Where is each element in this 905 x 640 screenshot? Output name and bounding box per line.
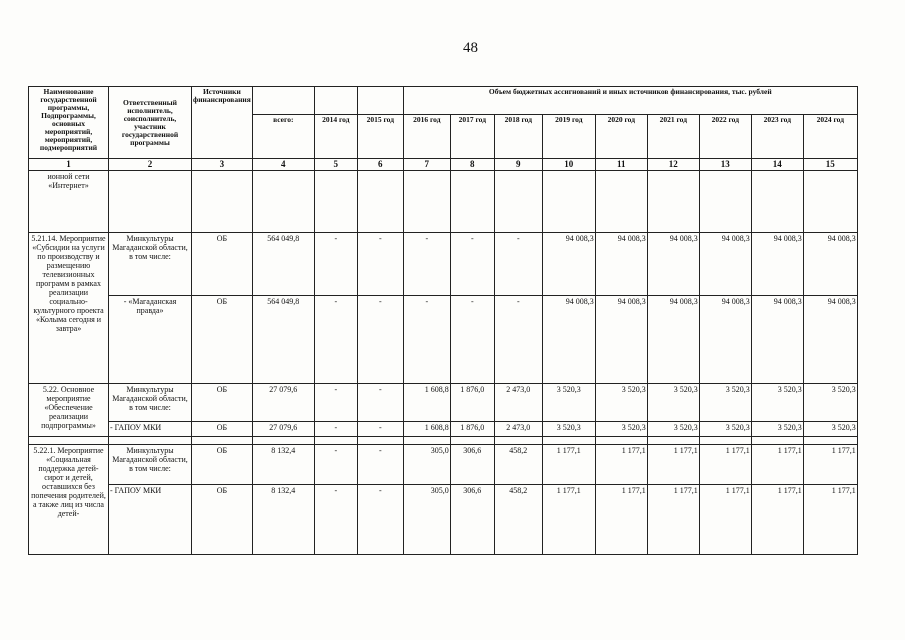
value-cell: 3 520,3 <box>751 384 803 422</box>
column-number: 13 <box>699 159 751 171</box>
value-cell: - <box>357 445 403 485</box>
value-cell: - <box>357 296 403 384</box>
header-source: Источники финансирования <box>192 87 253 159</box>
value-cell: 3 520,3 <box>647 422 699 437</box>
header-year: 2018 год <box>494 115 542 159</box>
value-cell: - <box>357 384 403 422</box>
column-number: 15 <box>803 159 857 171</box>
value-cell: 3 520,3 <box>595 384 647 422</box>
header-year: 2019 год <box>542 115 595 159</box>
value-cell: 2 473,0 <box>494 384 542 422</box>
value-cell: 458,2 <box>494 485 542 555</box>
value-cell: 3 520,3 <box>751 422 803 437</box>
value-cell: 1 177,1 <box>751 445 803 485</box>
value-cell: 1 177,1 <box>595 445 647 485</box>
value-cell: 94 008,3 <box>803 233 857 296</box>
value-cell: 564 049,8 <box>252 233 314 296</box>
value-cell: 3 520,3 <box>803 384 857 422</box>
value-cell: 1 177,1 <box>647 445 699 485</box>
value-cell: - <box>494 296 542 384</box>
table-row <box>29 384 858 422</box>
funding-source: ОБ <box>192 233 253 296</box>
header-year: 2022 год <box>699 115 751 159</box>
header-name: Наименование государственной программы, Подпрограммы, основных мероприятий, мероприятий, подмероприятий <box>29 87 109 159</box>
header-year: 2016 год <box>403 115 450 159</box>
executor: Минкультуры Магаданской области, в том числе: <box>109 384 192 422</box>
column-number: 5 <box>314 159 357 171</box>
value-cell: 1 177,1 <box>699 445 751 485</box>
value-cell: - <box>357 485 403 555</box>
value-cell: 306,6 <box>450 485 494 555</box>
value-cell: 1 177,1 <box>803 445 857 485</box>
measure-name: 5.22.1. Мероприятие «Социальная поддержка детей-сирот и детей, оставшихся без попечения родителей, а также лиц из числа детей- <box>29 445 109 555</box>
table-row <box>29 445 858 485</box>
value-cell: - <box>403 296 450 384</box>
funding-source: ОБ <box>192 445 253 485</box>
funding-source: ОБ <box>192 485 253 555</box>
value-cell: 1 177,1 <box>803 485 857 555</box>
value-cell: 306,6 <box>450 445 494 485</box>
header-year: 2024 год <box>803 115 857 159</box>
value-cell: 94 008,3 <box>595 233 647 296</box>
header-year: 2021 год <box>647 115 699 159</box>
table-row <box>29 233 858 296</box>
value-cell: 94 008,3 <box>542 296 595 384</box>
value-cell: - <box>450 233 494 296</box>
value-cell: 94 008,3 <box>647 296 699 384</box>
funding-source: ОБ <box>192 296 253 384</box>
value-cell: - <box>357 422 403 437</box>
measure-name: ионной сети «Интернет» <box>29 171 109 233</box>
value-cell: - <box>450 296 494 384</box>
value-cell: 1 177,1 <box>647 485 699 555</box>
value-cell: 305,0 <box>403 485 450 555</box>
value-cell: 94 008,3 <box>542 233 595 296</box>
header-year: 2020 год <box>595 115 647 159</box>
value-cell: - <box>314 233 357 296</box>
value-cell: 3 520,3 <box>595 422 647 437</box>
column-number: 8 <box>450 159 494 171</box>
value-cell: 1 177,1 <box>699 485 751 555</box>
value-cell: 27 079,6 <box>252 422 314 437</box>
value-cell: 3 520,3 <box>699 422 751 437</box>
value-cell: 1 177,1 <box>542 445 595 485</box>
value-cell: 1 876,0 <box>450 384 494 422</box>
value-cell: 94 008,3 <box>751 296 803 384</box>
table-row <box>29 422 858 437</box>
column-number: 11 <box>595 159 647 171</box>
value-cell: 8 132,4 <box>252 445 314 485</box>
value-cell: - <box>494 233 542 296</box>
value-cell: - <box>314 296 357 384</box>
value-cell: - <box>357 233 403 296</box>
funding-source: ОБ <box>192 384 253 422</box>
budget-table <box>28 86 858 555</box>
value-cell: 94 008,3 <box>751 233 803 296</box>
measure-name: 5.22. Основное мероприятие «Обеспечение реализации подпрограммы» <box>29 384 109 437</box>
executor: - ГАПОУ МКИ <box>109 485 192 555</box>
column-number: 14 <box>751 159 803 171</box>
value-cell: - <box>314 445 357 485</box>
value-cell: 458,2 <box>494 445 542 485</box>
value-cell: 1 177,1 <box>751 485 803 555</box>
value-cell: 1 177,1 <box>542 485 595 555</box>
column-number: 7 <box>403 159 450 171</box>
value-cell: 564 049,8 <box>252 296 314 384</box>
header-year: 2017 год <box>450 115 494 159</box>
header-year: 2023 год <box>751 115 803 159</box>
value-cell: 3 520,3 <box>647 384 699 422</box>
executor: - ГАПОУ МКИ <box>109 422 192 437</box>
value-cell: - <box>314 485 357 555</box>
table-row <box>29 171 858 233</box>
value-cell: 1 608,8 <box>403 422 450 437</box>
value-cell: - <box>314 384 357 422</box>
value-cell: 1 608,8 <box>403 384 450 422</box>
executor: Минкультуры Магаданской области, в том числе: <box>109 445 192 485</box>
value-cell: 27 079,6 <box>252 384 314 422</box>
value-cell: 3 520,3 <box>699 384 751 422</box>
column-number: 3 <box>192 159 253 171</box>
executor: Минкультуры Магаданской области, в том числе: <box>109 233 192 296</box>
header-year: 2014 год <box>314 115 357 159</box>
value-cell: 3 520,3 <box>542 422 595 437</box>
value-cell: 2 473,0 <box>494 422 542 437</box>
column-number: 1 <box>29 159 109 171</box>
header-year: 2015 год <box>357 115 403 159</box>
executor: - «Магаданская правда» <box>109 296 192 384</box>
header-executor: Ответственный исполнитель, соисполнитель, участник государственной программы <box>109 87 192 159</box>
funding-source: ОБ <box>192 422 253 437</box>
value-cell: 94 008,3 <box>699 233 751 296</box>
value-cell: - <box>403 233 450 296</box>
column-number: 12 <box>647 159 699 171</box>
column-number: 9 <box>494 159 542 171</box>
header-funding-title: Объем бюджетных ассигнований и иных источников финансирования, тыс. рублей <box>403 87 857 115</box>
table-row <box>29 485 858 555</box>
value-cell: 94 008,3 <box>803 296 857 384</box>
column-number: 6 <box>357 159 403 171</box>
column-number: 10 <box>542 159 595 171</box>
page-number: 48 <box>463 40 478 56</box>
column-number: 2 <box>109 159 192 171</box>
value-cell: - <box>314 422 357 437</box>
value-cell: 94 008,3 <box>595 296 647 384</box>
column-number: 4 <box>252 159 314 171</box>
value-cell: 3 520,3 <box>803 422 857 437</box>
value-cell: 305,0 <box>403 445 450 485</box>
value-cell: 94 008,3 <box>699 296 751 384</box>
table-row <box>29 296 858 384</box>
value-cell: 3 520,3 <box>542 384 595 422</box>
value-cell: 8 132,4 <box>252 485 314 555</box>
header-total: всего: <box>252 115 314 159</box>
value-cell: 94 008,3 <box>647 233 699 296</box>
column-number-row <box>29 159 858 171</box>
measure-name: 5.21.14. Мероприятие «Субсидии на услуги по производству и размещению телевизионных программ в рамках реализации социально-культурного проекта «Колыма сегодня и завтра» <box>29 233 109 384</box>
value-cell: 1 876,0 <box>450 422 494 437</box>
value-cell: 1 177,1 <box>595 485 647 555</box>
